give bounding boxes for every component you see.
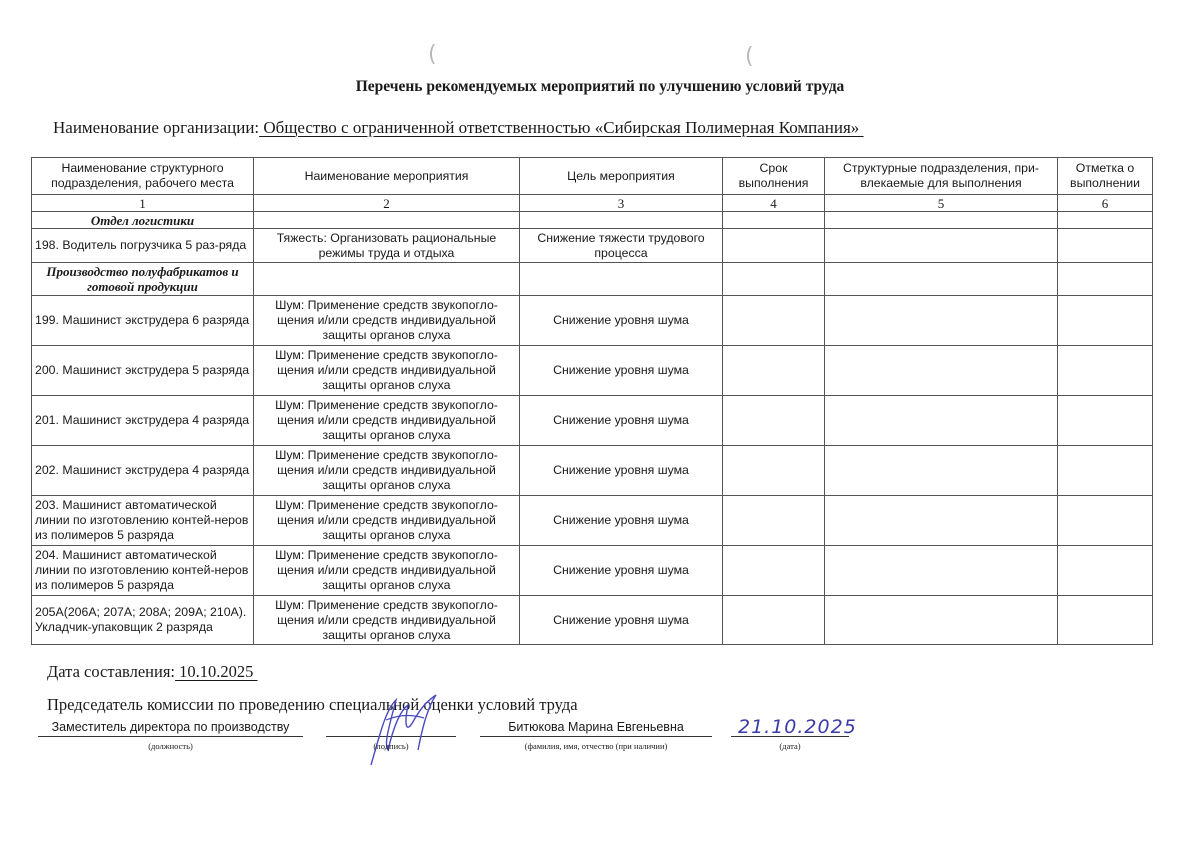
table-row <box>32 229 1153 263</box>
deadline-cell <box>723 446 825 496</box>
signature-caption: (подпись) <box>373 741 409 751</box>
deadline-cell <box>723 296 825 346</box>
completion-mark-cell <box>1058 596 1153 645</box>
compiled-date-label: Дата составления: <box>47 662 176 681</box>
measure-cell: Шум: Применение средств звукопогло-щения и/или средств индивидуальной защиты органов слуха <box>254 596 520 645</box>
workplace-cell: 201. Машинист экструдера 4 разряда <box>32 396 254 446</box>
goal-cell: Снижение уровня шума <box>520 546 723 596</box>
table-row <box>32 296 1153 346</box>
empty-cell <box>520 212 723 229</box>
header-goal: Цель мероприятия <box>520 158 723 195</box>
completion-mark-cell <box>1058 546 1153 596</box>
signed-date-caption: (дата) <box>779 741 801 751</box>
completion-mark-cell <box>1058 229 1153 263</box>
empty-cell <box>1058 212 1153 229</box>
departments-cell <box>825 596 1058 645</box>
table-row <box>32 446 1153 496</box>
section-name: Производство полуфабрикатов и готовой продукции <box>32 263 254 296</box>
deadline-cell <box>723 229 825 263</box>
empty-cell <box>254 263 520 296</box>
full-name-field: Битюкова Марина Евгеньевна <box>480 720 712 737</box>
section-name: Отдел логистики <box>32 212 254 229</box>
table-row <box>32 346 1153 396</box>
empty-cell <box>825 263 1058 296</box>
section-row <box>32 212 1153 229</box>
departments-cell <box>825 296 1058 346</box>
commission-chair-title: Председатель комиссии по проведению специальной оценки условий труда <box>47 695 578 714</box>
column-number-row <box>32 195 1153 212</box>
organization-label: Наименование организации: <box>53 118 260 137</box>
empty-cell <box>520 263 723 296</box>
completion-mark-cell <box>1058 496 1153 546</box>
measure-cell: Шум: Применение средств звукопогло-щения и/или средств индивидуальной защиты органов слуха <box>254 446 520 496</box>
organization-line <box>53 118 864 138</box>
goal-cell: Снижение уровня шума <box>520 346 723 396</box>
goal-cell: Снижение тяжести трудового процесса <box>520 229 723 263</box>
column-number: 6 <box>1058 195 1153 212</box>
departments-cell <box>825 446 1058 496</box>
scan-artifact-mark: ( <box>428 42 437 67</box>
goal-cell: Снижение уровня шума <box>520 446 723 496</box>
deadline-cell <box>723 546 825 596</box>
deadline-cell <box>723 496 825 546</box>
empty-cell <box>254 212 520 229</box>
workplace-cell: 198. Водитель погрузчика 5 раз-ряда <box>32 229 254 263</box>
signed-date-value: 21.10.2025 <box>738 716 857 738</box>
deadline-cell <box>723 346 825 396</box>
measure-cell: Шум: Применение средств звукопогло-щения и/или средств индивидуальной защиты органов слуха <box>254 346 520 396</box>
measure-cell: Шум: Применение средств звукопогло-щения и/или средств индивидуальной защиты органов слуха <box>254 396 520 446</box>
column-number: 5 <box>825 195 1058 212</box>
column-number: 4 <box>723 195 825 212</box>
departments-cell <box>825 546 1058 596</box>
goal-cell: Снижение уровня шума <box>520 596 723 645</box>
compiled-date-line <box>47 662 258 682</box>
completion-mark-cell <box>1058 296 1153 346</box>
empty-cell <box>723 263 825 296</box>
full-name-caption: (фамилия, имя, отчество (при наличии) <box>524 741 668 751</box>
departments-cell <box>825 346 1058 396</box>
position-caption: (должность) <box>148 741 193 751</box>
completion-mark-cell <box>1058 346 1153 396</box>
header-measure: Наименование мероприятия <box>254 158 520 195</box>
workplace-cell: 205А(206А; 207А; 208А; 209А; 210А). Укладчик-упаковщик 2 разряда <box>32 596 254 645</box>
workplace-cell: 202. Машинист экструдера 4 разряда <box>32 446 254 496</box>
empty-cell <box>825 212 1058 229</box>
measure-cell: Шум: Применение средств звукопогло-щения и/или средств индивидуальной защиты органов слуха <box>254 296 520 346</box>
measure-cell: Тяжесть: Организовать рациональные режимы труда и отдыха <box>254 229 520 263</box>
column-number: 1 <box>32 195 254 212</box>
position-field: Заместитель директора по производству <box>38 720 303 737</box>
header-completion-mark: Отметка о выполнении <box>1058 158 1153 195</box>
table-row <box>32 496 1153 546</box>
header-workplace: Наименование структурного подразделения, рабочего места <box>32 158 254 195</box>
header-deadline: Срок выполнения <box>723 158 825 195</box>
table-header-row <box>32 158 1153 195</box>
departments-cell <box>825 496 1058 546</box>
signature-field <box>326 720 456 737</box>
compiled-date-value: 10.10.2025 <box>175 662 258 681</box>
header-departments: Структурные подразделения, при-влекаемые для выполнения <box>825 158 1058 195</box>
measure-cell: Шум: Применение средств звукопогло-щения и/или средств индивидуальной защиты органов слуха <box>254 496 520 546</box>
goal-cell: Снижение уровня шума <box>520 496 723 546</box>
column-number: 3 <box>520 195 723 212</box>
document-title: Перечень рекомендуемых мероприятий по улучшению условий труда <box>355 78 845 95</box>
goal-cell: Снижение уровня шума <box>520 396 723 446</box>
departments-cell <box>825 396 1058 446</box>
organization-name: Общество с ограниченной ответственностью «Сибирская Полимерная Компания» <box>259 118 864 137</box>
completion-mark-cell <box>1058 396 1153 446</box>
deadline-cell <box>723 596 825 645</box>
goal-cell: Снижение уровня шума <box>520 296 723 346</box>
deadline-cell <box>723 396 825 446</box>
workplace-cell: 200. Машинист экструдера 5 разряда <box>32 346 254 396</box>
table-row <box>32 396 1153 446</box>
table-row <box>32 546 1153 596</box>
empty-cell <box>723 212 825 229</box>
table-row <box>32 596 1153 645</box>
section-row <box>32 263 1153 296</box>
workplace-cell: 199. Машинист экструдера 6 разряда <box>32 296 254 346</box>
measure-cell: Шум: Применение средств звукопогло-щения и/или средств индивидуальной защиты органов слуха <box>254 546 520 596</box>
departments-cell <box>825 229 1058 263</box>
column-number: 2 <box>254 195 520 212</box>
empty-cell <box>1058 263 1153 296</box>
scan-artifact-mark: ( <box>745 44 754 69</box>
measures-table <box>31 157 1153 645</box>
workplace-cell: 204. Машинист автоматической линии по изготовлению контей-неров из полимеров 5 разряда <box>32 546 254 596</box>
workplace-cell: 203. Машинист автоматической линии по изготовлению контей-неров из полимеров 5 разряда <box>32 496 254 546</box>
completion-mark-cell <box>1058 446 1153 496</box>
